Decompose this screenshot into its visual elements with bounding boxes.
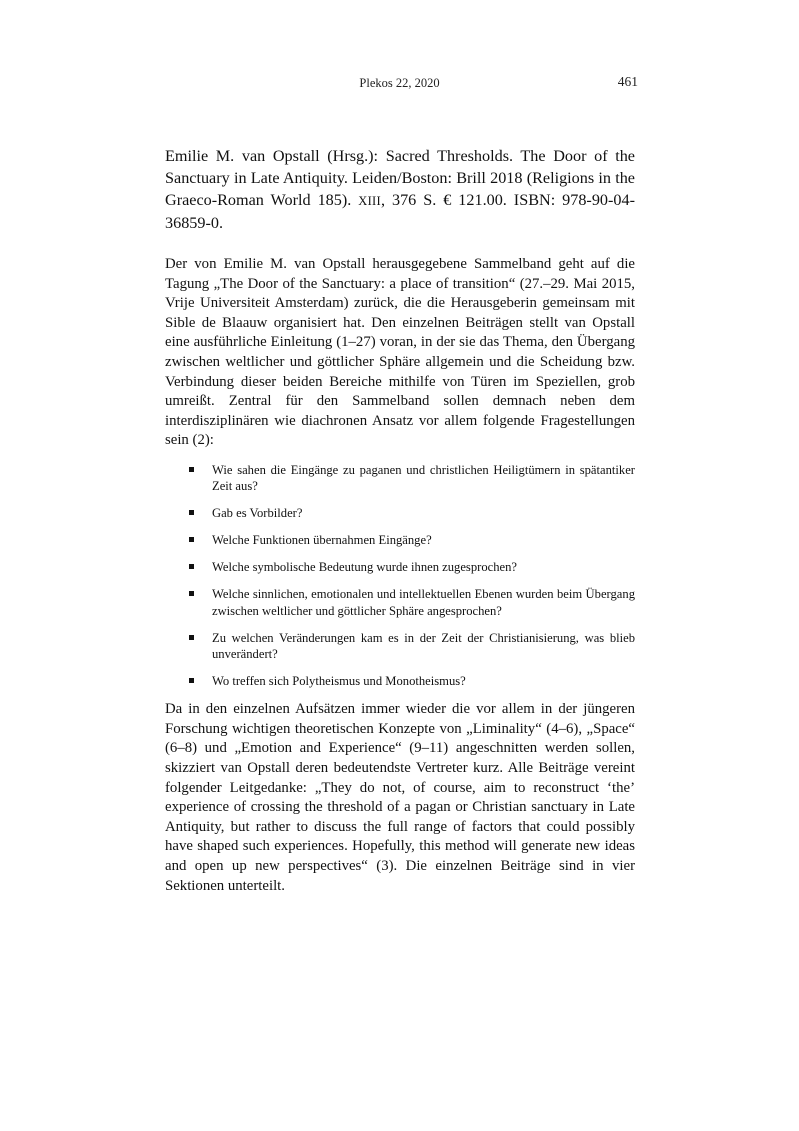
list-item-text: Gab es Vorbilder? <box>212 506 303 521</box>
book-citation <box>165 145 635 234</box>
list-item <box>212 559 635 575</box>
citation-roman-pages: XIII <box>358 194 381 208</box>
review-body <box>165 145 635 896</box>
list-item <box>212 532 635 548</box>
intro-paragraph: Der von Emilie M. van Opstall herausgegebene Sammelband geht auf die Tagung „The Door of the Sanctuary: a place of transition“ (27.–29. Mai 2015, Vrije Universiteit Amsterdam) zurück, die die Herausgeberin gemeinsam mit Sible de Blaauw organisiert hat. Den einzelnen Beiträgen stellt van Opstall eine ausführliche Einleitung (1–27) voran, in der sie das Thema, den Übergang zwischen weltlicher und göttlicher Sphäre allgemein und die Scheidung bzw. Verbindung dieser beiden Bereiche mithilfe von Türen im Speziellen, grob umreißt. Zentral für den Sammelband sollen demnach neben dem interdisziplinären wie diachronen Ansatz vor allem folgende Fragestellungen sein (2): <box>165 256 635 449</box>
list-item-text: Wo treffen sich Polytheismus und Monotheismus? <box>212 674 466 689</box>
citation-text-start: Emilie M. van Opstall (Hrsg.): Sacred Thresholds. The Door of the Sanctuary in Late Antiquity. Leiden/Boston: Brill 2018 (Religions in the Graeco-Roman World 185). <box>165 147 635 209</box>
list-item-text: Welche symbolische Bedeutung wurde ihnen zugesprochen? <box>212 560 517 575</box>
list-item-text: Welche sinnlichen, emotionalen und intellektuellen Ebenen wurden beim Übergang zwischen weltlicher und göttlicher Sphäre angesprochen? <box>212 587 635 618</box>
list-item-text: Zu welchen Veränderungen kam es in der Zeit der Christianisierung, was blieb unverändert? <box>212 630 635 662</box>
list-item <box>212 630 635 663</box>
page-number: 461 <box>617 74 638 89</box>
list-item <box>212 505 635 521</box>
bullet-icon <box>189 678 194 683</box>
citation-text-end: , 376 S. € 121.00. ISBN: 978-90-04-36859-0. <box>165 191 635 232</box>
list-item <box>212 462 635 495</box>
list-item <box>212 586 635 619</box>
bullet-icon <box>189 564 194 569</box>
list-item-text: Wie sahen die Eingänge zu paganen und christlichen Heiligtümern in spätantiker Zeit aus? <box>212 462 635 494</box>
bullet-icon <box>189 537 194 542</box>
bullet-icon <box>189 635 194 640</box>
bullet-icon <box>189 467 194 472</box>
list-item-text: Welche Funktionen übernahmen Eingänge? <box>212 533 432 548</box>
list-item <box>212 673 635 689</box>
running-head: Plekos 22, 2020 <box>359 76 440 90</box>
bullet-icon <box>189 510 194 515</box>
summary-paragraph: Da in den einzelnen Aufsätzen immer wieder die vor allem in der jüngeren Forschung wichtigen theoretischen Konzepte von „Liminality“ (4–6), „Space“ (6–8) und „Emotion and Experience“ (9–11) angeschnitten werden sollen, skizziert van Opstall deren bedeutendste Vertreter kurz. Alle Beiträge vereint folgender Leitgedanke: „They do not, of course, aim to reconstruct ‘the’ experience of crossing the threshold of a pagan or Christian sanctuary in Late Antiquity, but rather to discuss the full range of factors that could possibly have shaped such experiences. Hopefully, this method will generate new ideas and open up new perspectives“ (3). Die einzelnen Beiträge sind in vier Sektionen unterteilt. <box>165 701 635 894</box>
question-list <box>165 462 635 690</box>
bullet-icon <box>189 591 194 596</box>
